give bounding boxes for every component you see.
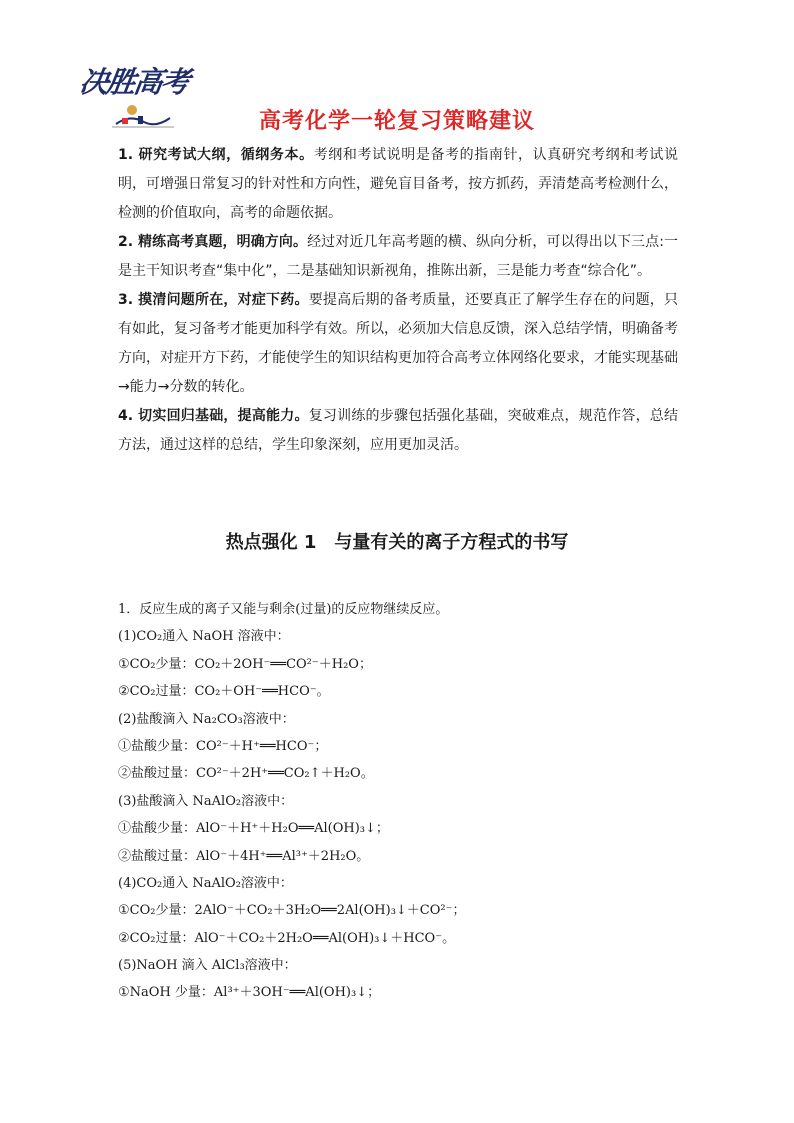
list-item: (1)CO₂通入 NaOH 溶液中： xyxy=(118,629,290,645)
list-item: ①CO₂少量：2AlO⁻＋CO₂＋3H₂O══2Al(OH)₃↓＋CO²⁻； xyxy=(118,903,466,919)
list-item: ②CO₂过量：AlO⁻＋CO₂＋2H₂O══Al(OH)₃↓＋HCO⁻。 xyxy=(118,930,456,946)
list-item: (4)CO₂通入 NaAlO₂溶液中： xyxy=(118,875,293,891)
advice-item xyxy=(118,286,678,402)
advice-body: 考纲和考试说明是备考的指南针，认真研究考纲和考试说明，可增强日常复习的针对性和方向性，避免盲目备考，按方抓药，弄清楚高考检测什么，检测的价值取向，高考的命题依据。 xyxy=(118,147,678,221)
advice-item xyxy=(118,228,678,286)
list-item: (3)盐酸滴入 NaAlO₂溶液中： xyxy=(118,793,294,809)
advice-lead: 2. 精练高考真题，明确方向。 xyxy=(118,234,308,250)
list-item: ①盐酸少量：AlO⁻＋H⁺＋H₂O══Al(OH)₃↓； xyxy=(118,821,389,837)
list-item: ①CO₂少量：CO₂＋2OH⁻══CO²⁻＋H₂O； xyxy=(118,656,372,672)
logo-text: 决胜高考 xyxy=(77,65,191,99)
advice-lead: 4. 切实回归基础，提高能力。 xyxy=(118,408,309,424)
section-title: 热点强化 1 与量有关的离子方程式的书写 xyxy=(225,532,569,553)
list-item: (5)NaOH 滴入 AlCl₃溶液中： xyxy=(118,958,297,974)
advice-lead: 3. 摸清问题所在，对症下药。 xyxy=(118,292,309,308)
advice-lead: 1. 研究考试大纲，循纲务本。 xyxy=(118,147,314,163)
list-item: ②盐酸过量：CO²⁻＋2H⁺══CO₂↑＋H₂O。 xyxy=(118,766,374,782)
page-title: 高考化学一轮复习策略建议 xyxy=(258,109,535,134)
advice-body: 要提高后期的备考质量，还要真正了解学生存在的问题，只有如此，复习备考才能更加科学有效。所以，必须加大信息反馈，深入总结学情，明确备考方向，对症开方下药，才能使学生的知识结构更加符合高考立体网络化要求，才能实现基础→能力→分数的转化。 xyxy=(118,292,679,395)
list-item: ②CO₂过量：CO₂＋OH⁻══HCO⁻。 xyxy=(118,684,330,700)
advice-body: 复习训练的步骤包括强化基础，突破难点，规范作答，总结方法，通过这样的总结，学生印象深刻，应用更加灵活。 xyxy=(118,408,679,453)
equation-list xyxy=(118,596,688,1007)
advice-item xyxy=(118,402,678,460)
advice-list xyxy=(118,141,678,460)
advice-item xyxy=(118,141,678,228)
advice-body: 经过对近几年高考题的横、纵向分析，可以得出以下三点:一是主干知识考查“集中化”，二是基础知识新视角，推陈出新，三是能力考查“综合化”。 xyxy=(118,234,679,279)
list-item: ②盐酸过量：AlO⁻＋4H⁺══Al³⁺＋2H₂O。 xyxy=(118,848,370,864)
list-item: ①盐酸少量：CO²⁻＋H⁺══HCO⁻； xyxy=(118,738,328,754)
list-item: (2)盐酸滴入 Na₂CO₃溶液中： xyxy=(118,711,295,727)
list-item: 1．反应生成的离子又能与剩余(过量)的反应物继续反应。 xyxy=(118,602,449,617)
list-item: ①NaOH 少量：Al³⁺＋3OH⁻══Al(OH)₃↓； xyxy=(118,985,381,1001)
